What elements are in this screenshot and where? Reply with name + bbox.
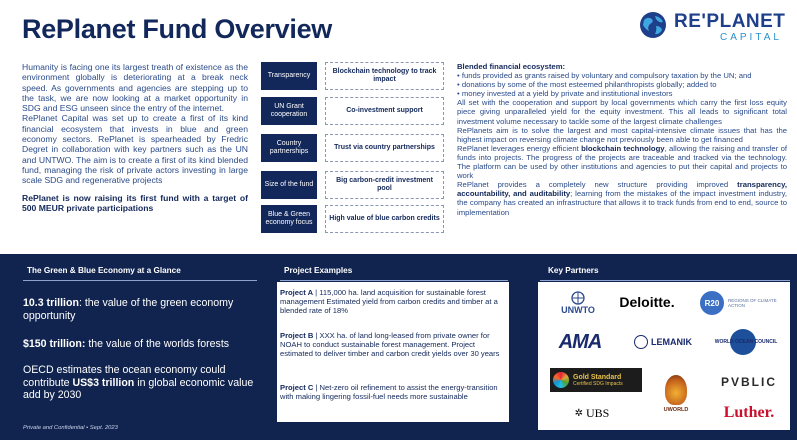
stat-text: the value of the worlds forests — [85, 338, 230, 350]
divider — [23, 280, 257, 281]
feature-label: UN Grant cooperation — [261, 97, 317, 125]
project-label: Project B — [280, 331, 314, 340]
pvblic-logo: PVBLIC — [720, 375, 777, 389]
project-a — [280, 288, 506, 315]
feature-row — [261, 205, 446, 233]
sdg-wheel-icon — [553, 372, 569, 388]
intro-paragraph-2: RePlanet Capital was set up to create a first of its kind financial ecosystem that invests in blue and green economy sectors. RePlanet is spearheaded by Fredric Degret in collaboration with key partners such as the UN and UNTWO. The aim is to create a first of its kind blended fund, managing the risk of private actors investing in large scale SDG and regenerative projects — [22, 113, 248, 186]
project-c — [280, 383, 506, 401]
footer-text: Private and Confidential • Sept. 2023 — [23, 425, 118, 431]
divider — [540, 280, 790, 281]
divider — [280, 280, 508, 281]
bullet-text: money invested at a yield by private and institutional investors — [461, 89, 673, 99]
circle-icon — [634, 335, 648, 349]
partner-name: UBS — [586, 405, 610, 420]
flame-icon — [665, 375, 687, 405]
page-title: RePlanet Fund Overview — [22, 14, 332, 44]
bullet-text: donations by some of the most esteemed philanthropists globally; added to — [461, 80, 717, 90]
bullet-text: funds provided as grants raised by voluntary and compulsory taxation by the UN; and — [461, 71, 752, 81]
stat-text: OECD estimates the ocean economy could contribute — [23, 364, 226, 389]
intro-paragraph-3: RePlanet is now raising its first fund with a target of 500 MEUR private participations — [22, 192, 248, 213]
lemanik-logo — [628, 330, 698, 354]
partner-name: WORLD OCEAN COUNCIL — [714, 339, 778, 345]
intro-paragraph-1: Humanity is facing one its largest treath of existence as the environment globally is deteriorating at a break neck speed. As governments and agencies are stepping up to the task, we are now looking at a market opportunity in SDG and ESG unseen since the entry of the internet. — [22, 62, 248, 114]
feature-value: High value of blue carbon credits — [325, 205, 444, 233]
blended-heading: Blended financial ecosystem: — [457, 62, 566, 71]
keys-icon: ✲ — [574, 407, 584, 419]
deloitte-logo: Deloitte. — [619, 294, 675, 310]
logo-sub: CAPITAL — [720, 32, 782, 43]
partner-name: Gold Standard — [573, 373, 622, 381]
logo-name: RE'PLANET — [674, 11, 786, 32]
text-span: ; learning from the mistakes of the impact investment industry, the company has created an infrastructure that allows it to track funds from end to end, source to implementation — [457, 189, 787, 217]
text-span: , allowing the raising and transfer of funds into projects. The progress of the projects are traceable and tracked via the technology. The platform can be used by other institutions and agencies to put their capital and projects to work — [457, 143, 787, 181]
feature-label: Country partnerships — [261, 134, 317, 162]
globe-icon — [570, 291, 586, 305]
feature-row — [261, 62, 446, 90]
stat-value: $150 trillion: — [23, 338, 86, 350]
partner-name: UNWTO — [561, 305, 595, 315]
stat-value: 10.3 trillion — [23, 297, 79, 309]
project-label: Project C — [280, 383, 314, 392]
ama-logo: AMA — [558, 330, 602, 353]
blended-ecosystem — [457, 62, 787, 217]
text-span: RePlanet provides a completely new structure providing improved — [457, 180, 738, 190]
feature-label: Size of the fund — [261, 171, 317, 199]
gold-standard-text — [573, 374, 623, 387]
intro-text — [22, 62, 248, 213]
stat-text: : the value of the green economy opportunity — [23, 297, 234, 322]
blockchain-highlight: blockchain technology — [581, 143, 665, 153]
stat-forests — [23, 338, 255, 351]
feature-value: Trust via country partnerships — [325, 134, 444, 162]
economy-title: The Green & Blue Economy at a Glance — [27, 266, 181, 275]
partners-title: Key Partners — [548, 266, 599, 275]
feature-row — [261, 97, 446, 125]
luther-logo: Luther. — [723, 404, 775, 421]
blended-bullet: • donations by some of the most esteemed philanthropists globally; added to — [457, 80, 717, 90]
project-text: | XXX ha. of land long-leased from private owner for NOAH to conduct sustainable forest management. Project estimated to deliver timber and carbon credit yields over 30 years — [280, 331, 500, 359]
feature-value: Blockchain technology to track impact — [325, 62, 444, 90]
unwto-logo — [548, 287, 608, 319]
partner-name: LEMANIK — [651, 337, 692, 347]
stat-value: US$3 trillion — [72, 376, 135, 389]
project-label: Project A — [280, 288, 314, 297]
stat-text: in global economic value add by 2030 — [23, 376, 254, 402]
transparency-highlight: transparency, accountability, and auditability — [457, 180, 787, 199]
company-logo — [632, 8, 792, 48]
partner-name: UWORLD — [663, 407, 689, 413]
blended-paragraph-2: RePlanets aim is to solve the largest and most capital-intensive climate issues that has the highest impact on reversing climate change not previously been able to get financed — [457, 125, 787, 144]
feature-value: Big carbon-credit investment pool — [325, 171, 444, 199]
r20-logo — [692, 288, 786, 318]
feature-value: Co-investment support — [325, 97, 444, 125]
project-text: | 115,000 ha. land acquisition for sustainable forest management Estimated yield from carbon credits and timber at a blended rate of 18% — [280, 288, 498, 316]
uworld-logo — [650, 366, 702, 422]
feature-row — [261, 171, 446, 199]
project-b — [280, 331, 506, 358]
stat-ocean — [23, 364, 255, 402]
blended-paragraph-1: All set with the cooperation and support by local governments which carry the first loss equity piece giving unparalleled yield for the equity investment. This all leads to significant total investment volume necessary to tackle some of the largest climate challenges — [457, 98, 787, 126]
feature-label: Transparency — [261, 62, 317, 90]
globe-icon — [638, 10, 668, 40]
stat-green-economy — [23, 297, 255, 322]
projects-title: Project Examples — [284, 266, 353, 275]
partner-subtitle: Certified SDG Impacts — [573, 380, 623, 387]
blended-paragraph-3 — [457, 144, 787, 180]
partner-subtitle: REGIONS OF CLIMATE ACTION — [728, 298, 777, 308]
text-span: RePlanet leverages energy efficient — [457, 143, 582, 153]
blended-bullet: • money invested at a yield by private and institutional investors — [457, 89, 673, 99]
project-text: | Net-zero oil refinement to assist the energy-transition with making lingering fossil-fuel needs more sustainable — [280, 383, 498, 402]
gold-standard-logo — [550, 368, 642, 392]
r20-badge: R20 — [700, 291, 724, 315]
world-ocean-council-logo — [704, 328, 788, 356]
feature-label: Blue & Green economy focus — [261, 205, 317, 233]
ubs-logo — [564, 402, 620, 424]
blended-paragraph-4 — [457, 180, 787, 216]
blended-bullet: • funds provided as grants raised by voluntary and compulsory taxation by the UN; and — [457, 71, 752, 81]
feature-row — [261, 134, 446, 162]
